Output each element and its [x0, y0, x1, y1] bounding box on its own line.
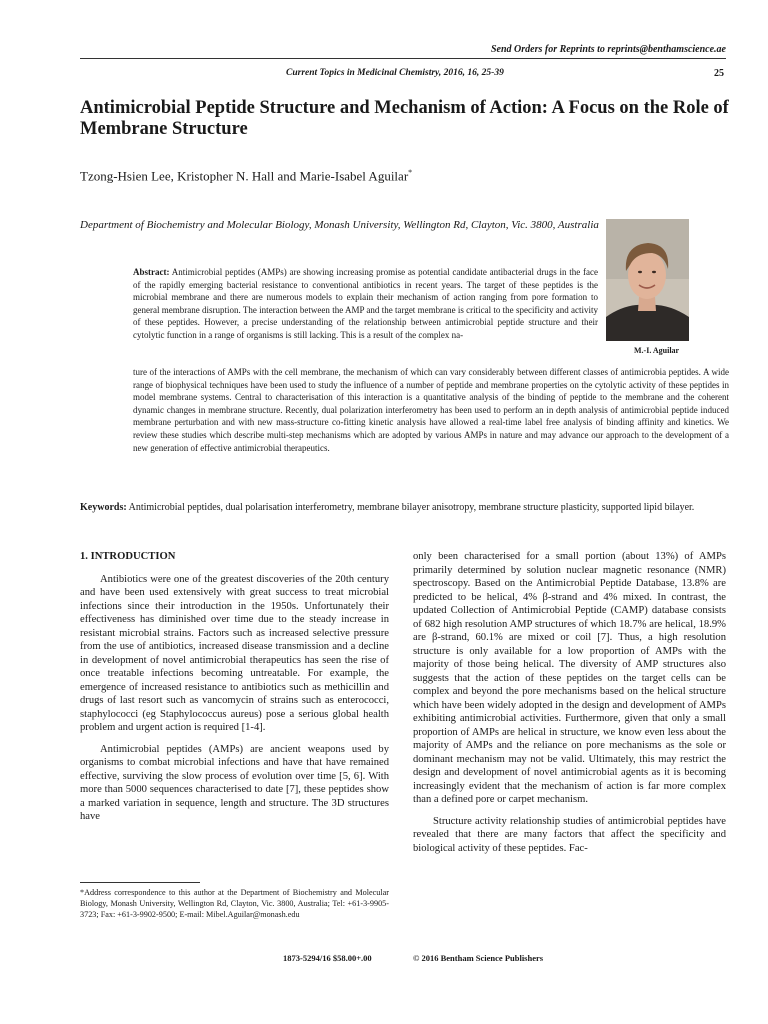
keywords-label: Keywords:: [80, 502, 127, 513]
corresponding-mark: *: [408, 168, 413, 177]
keywords: [80, 501, 730, 514]
intro-paragraph-3: only been characterised for a small portion (about 13%) of AMPs primarily determined by solution nuclear magnetic resonance (NMR) spectroscopy. Based on the Antimicrobial Peptide Database, 13.8% are predicted to be helical, 4% β-strand and 4% mixed. In contrast, the updated Collection of Antimicrobial Peptide (CAMP) database consists of 682 high resolution AMP structures of which 18.7% are helical, 18.9% are β-strand, 60.1% are mixed or coil [7]. Thus, a high resolution structure is only available for a low proportion of AMPs with the majority of those being helical. The diversity of AMP structures also suggests that the action of these peptides on the target cells can be complex and beyond the pore mechanisms based on the helical structure which have been widely adopted in the design and development of AMPs exhibiting antimicrobial activities. Furthermore, given that only a small proportion of AMPs are helical in structure, we know even less about the majority of AMPs and the reliance on pore mechanisms as the sole or dominant mechanism may not be valid. Ultimately, this may restrict the design and development of novel antimicrobial agents as it is becoming increasingly evident that the mechanism of action is far more complex than a defined pore or carpet mechanism.: [413, 551, 726, 805]
column-left: [80, 550, 389, 832]
abstract-label: Abstract:: [133, 267, 170, 277]
copyright-notice: © 2016 Bentham Science Publishers: [413, 953, 544, 963]
journal-citation: Current Topics in Medicinal Chemistry, 2016, 16, 25-39: [286, 68, 504, 78]
author-list: [80, 168, 412, 184]
intro-paragraph-1: Antibiotics were one of the greatest discoveries of the 20th century and have been used extensively with great success to treat microbial infections since their introduction in the 1950s. Unfortunately their effectiveness has diminished over time due to the steady increase in resistant microbial strains. Factors such as increased selective pressure from the use of antibiotics, increased disease transmission and a decline in development of novel antimicrobial therapeutics has seen the rise of once treatable infections becoming untreatable. For example, the emergence of increased resistance to antibiotics such as methicillin and drugs of last resort such as vancomycin of strains such as enterococci, staphylococci (eg Staphylococcus aureus) pose a serious global health problem and urgent action is required [1-4].: [80, 573, 389, 733]
author-names: Tzong-Hsien Lee, Kristopher N. Hall and Marie-Isabel Aguilar: [80, 168, 409, 184]
abstract-top: [133, 266, 598, 341]
intro-paragraph-4: Structure activity relationship studies of antimicrobial peptides have revealed that there are many factors that affect the specificity and biological activity of these peptides. Fac-: [413, 815, 726, 854]
article-title: Antimicrobial Peptide Structure and Mechanism of Action: A Focus on the Role of Membrane Structure: [80, 98, 729, 139]
affiliation: Department of Biochemistry and Molecular Biology, Monash University, Wellington Rd, Clayton, Vic. 3800, Australia: [80, 219, 599, 231]
reprints-notice: Send Orders for Reprints to reprints@benthamscience.ae: [491, 44, 726, 55]
column-right: [413, 550, 726, 863]
header-rule: [80, 58, 726, 59]
author-photo: [606, 219, 689, 341]
keywords-text: Antimicrobial peptides, dual polarisation interferometry, membrane bilayer anisotropy, membrane structure plasticity, supported lipid bilayer.: [126, 502, 695, 513]
correspondence-footnote: *Address correspondence to this author at the Department of Biochemistry and Molecular Biology, Monash University, Wellington Rd, Clayton, Vic. 3800, Australia; Tel: +61-3-9905-3723; Fax: +61-3-9902-9500; E-mail: Mibel.Aguilar@monash.edu: [80, 888, 389, 919]
intro-paragraph-2: Antimicrobial peptides (AMPs) are ancient weapons used by organisms to combat microbial infections and have that have remained effective, surviving the slow process of evolution over time [5, 6]. With more than 5000 sequences characterised to date [7], these peptides show a marked variation in sequence, length and structure. The 3D structures have: [80, 743, 389, 822]
section-heading-introduction: 1. INTRODUCTION: [80, 551, 176, 562]
abstract-text-top: Antimicrobial peptides (AMPs) are showing increasing promise as potential candidate antibacterial drugs in the face of the rapidly emerging bacterial resistance to conventional antibiotics in recent years. The target of these peptides is the microbial membrane and there are numerous models to explain their mechanism of action ranging from pore formation to general membrane disruption. The interaction between the AMP and the target membrane is critical to the specificity and activity of these peptides. However, a precise understanding of the relationship between antimicrobial peptide structure and their cytolytic function in a range of organisms is still lacking. This is a result of the complex na-: [133, 267, 598, 340]
footnote-rule: [80, 882, 200, 883]
page-number: 25: [714, 68, 724, 79]
issn-price: 1873-5294/16 $58.00+.00: [283, 953, 372, 963]
portrait-image: [606, 219, 689, 341]
abstract-text-bottom: ture of the interactions of AMPs with the cell membrane, the mechanism of which can vary considerably between different classes of antimicrobia peptides. A wide range of biophysical techniques have been used to study the influence of a number of peptide and membrane properties on the cytolytic activity of these peptides in model membrane systems. Central to characterisation of this interaction is a quantitative analysis of the binding of peptide to the membrane and the coherent dynamic changes in membrane structure. Recently, dual polarization interferometry has been used to perform an in depth analysis of antimicrobial peptide induced membrane perturbation and with new mass-structure co-fitting kinetic analysis have allowed a real-time label free analysis of binding affinity and kinetics. We review these studies which describe multi-step mechanisms which are adopted by various AMPs in nature and may advance our approach to the development of a new generation of effective antimicrobial therapeutics.: [133, 367, 729, 453]
photo-caption: M.-I. Aguilar: [634, 346, 680, 355]
